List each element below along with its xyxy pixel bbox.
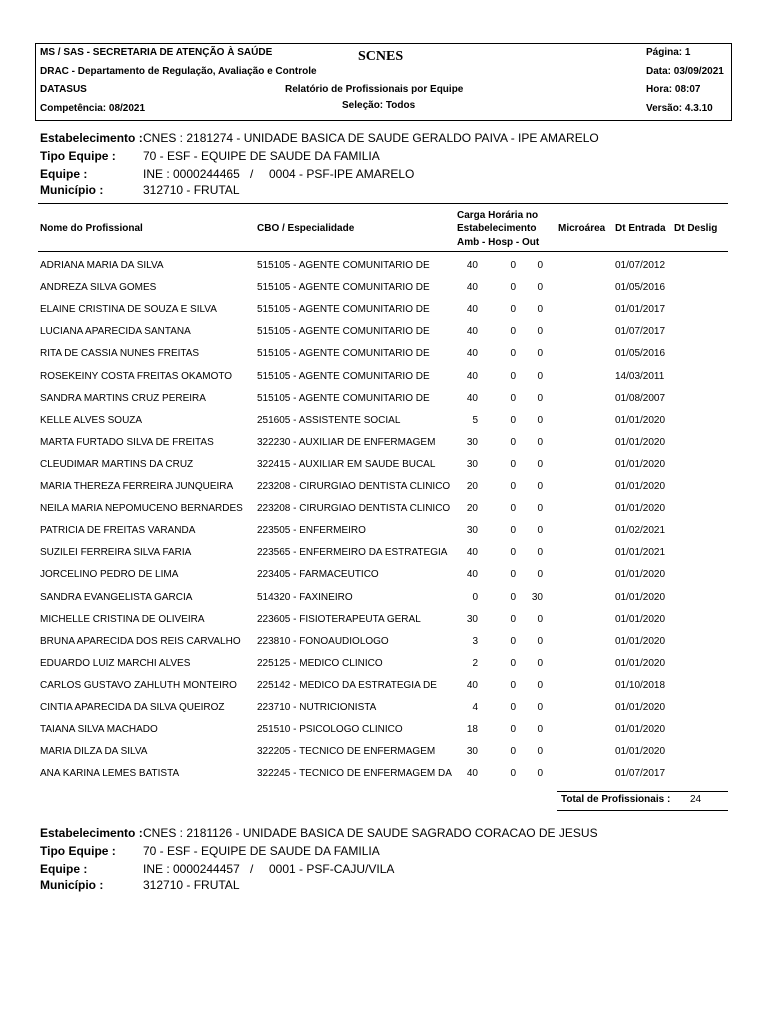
cell-out: 0 [537, 635, 543, 647]
cell-entrada: 01/01/2020 [615, 657, 666, 669]
cell-cbo: 251605 - ASSISTENTE SOCIAL [257, 414, 401, 426]
label-estabelecimento-2: Estabelecimento : [40, 826, 143, 840]
label-tipo-equipe: Tipo Equipe : [40, 149, 116, 163]
cell-hosp: 0 [510, 282, 516, 294]
header-dept: DRAC - Departamento de Regulação, Avaliação e Controle [40, 66, 317, 77]
header-app-name: SCNES [358, 49, 404, 64]
cell-nome: MARTA FURTADO SILVA DE FREITAS [40, 436, 214, 448]
cell-out: 0 [537, 724, 543, 736]
cell-cbo: 223208 - CIRURGIAO DENTISTA CLINICO [257, 481, 451, 492]
cell-hosp: 0 [510, 569, 516, 581]
cell-nome: SUZILEI FERREIRA SILVA FARIA [40, 547, 192, 559]
cell-out: 0 [537, 746, 543, 758]
cell-cbo: 515105 - AGENTE COMUNITARIO DE [257, 392, 430, 404]
cell-cbo: 515105 - AGENTE COMUNITARIO DE [257, 326, 430, 338]
cell-entrada: 01/08/2007 [615, 392, 666, 404]
cell-amb: 20 [466, 503, 478, 515]
cell-nome: CARLOS GUSTAVO ZAHLUTH MONTEIRO [40, 679, 237, 691]
cell-hosp: 0 [510, 436, 516, 448]
cell-out: 0 [537, 768, 543, 780]
cell-amb: 40 [466, 679, 478, 691]
cell-hosp: 0 [510, 746, 516, 758]
cell-nome: BRUNA APARECIDA DOS REIS CARVALHO [40, 635, 241, 647]
cell-amb: 40 [466, 348, 478, 360]
section2-equipe-sep: / [250, 862, 254, 876]
total-value: 24 [690, 794, 702, 805]
cell-entrada: 01/07/2012 [615, 260, 666, 271]
cell-hosp: 0 [510, 702, 516, 713]
label-estabelecimento: Estabelecimento : [40, 131, 143, 145]
cell-amb: 40 [466, 768, 478, 780]
cell-cbo: 223605 - FISIOTERAPEUTA GERAL [257, 613, 421, 625]
cell-nome: RITA DE CASSIA NUNES FREITAS [40, 348, 200, 360]
cell-entrada: 01/01/2020 [615, 702, 666, 713]
cell-hosp: 0 [510, 679, 516, 691]
cell-hosp: 0 [510, 481, 516, 492]
cell-out: 0 [537, 481, 543, 492]
cell-nome: SANDRA MARTINS CRUZ PEREIRA [40, 392, 206, 404]
col-nome: Nome do Profissional [40, 223, 143, 234]
cell-out: 0 [537, 282, 543, 294]
cell-hosp: 0 [510, 724, 516, 736]
cell-out: 0 [537, 503, 543, 515]
section2-equipe-nome: 0001 - PSF-CAJU/VILA [269, 862, 395, 876]
cell-amb: 40 [466, 547, 478, 559]
section2-municipio: 312710 - FRUTAL [143, 878, 240, 892]
cell-cbo: 225142 - MEDICO DA ESTRATEGIA DE [257, 679, 437, 691]
cell-amb: 4 [472, 702, 478, 713]
cell-amb: 30 [466, 525, 478, 537]
cell-hosp: 0 [510, 348, 516, 360]
cell-amb: 30 [466, 436, 478, 448]
col-dt-entrada: Dt Entrada [615, 223, 666, 234]
cell-out: 0 [537, 414, 543, 426]
cell-entrada: 01/01/2020 [615, 436, 666, 448]
cell-hosp: 0 [510, 370, 516, 382]
cell-cbo: 223565 - ENFERMEIRO DA ESTRATEGIA [257, 547, 448, 559]
cell-amb: 40 [466, 392, 478, 404]
cell-entrada: 01/01/2020 [615, 569, 666, 581]
cell-out: 0 [537, 436, 543, 448]
cell-entrada: 01/01/2020 [615, 724, 666, 736]
header-version: Versão: 4.3.10 [646, 103, 713, 114]
cell-hosp: 0 [510, 304, 516, 316]
cell-out: 0 [537, 525, 543, 537]
section1-equipe-ine: INE : 0000244465 [143, 167, 240, 181]
cell-cbo: 515105 - AGENTE COMUNITARIO DE [257, 370, 430, 382]
label-equipe: Equipe : [40, 167, 88, 181]
col-microarea: Microárea [558, 223, 606, 234]
cell-hosp: 0 [510, 392, 516, 404]
cell-hosp: 0 [510, 260, 516, 271]
cell-nome: ANDREZA SILVA GOMES [40, 282, 157, 294]
total-label: Total de Profissionais : [561, 794, 671, 805]
cell-hosp: 0 [510, 547, 516, 559]
cell-cbo: 514320 - FAXINEIRO [257, 591, 353, 603]
cell-amb: 3 [472, 635, 478, 647]
cell-out: 0 [537, 657, 543, 669]
cell-amb: 40 [466, 282, 478, 294]
cell-entrada: 01/07/2017 [615, 326, 666, 338]
cell-out: 0 [537, 260, 543, 271]
cell-out: 0 [537, 458, 543, 470]
cell-cbo: 515105 - AGENTE COMUNITARIO DE [257, 282, 430, 294]
cell-cbo: 322230 - AUXILIAR DE ENFERMAGEM [257, 436, 436, 448]
cell-amb: 40 [466, 326, 478, 338]
cell-out: 0 [537, 702, 543, 713]
col-carga-2: Estabelecimento [457, 223, 537, 234]
cell-amb: 18 [466, 724, 478, 736]
cell-entrada: 01/05/2016 [615, 348, 666, 360]
cell-cbo: 322245 - TECNICO DE ENFERMAGEM DA [257, 768, 452, 780]
header-page: Página: 1 [646, 47, 691, 58]
cell-cbo: 322205 - TECNICO DE ENFERMAGEM [257, 746, 436, 758]
cell-cbo: 251510 - PSICOLOGO CLINICO [257, 724, 403, 736]
cell-out: 0 [537, 370, 543, 382]
total-top-rule [557, 791, 728, 792]
header-competencia: Competência: 08/2021 [40, 103, 146, 114]
header-time: Hora: 08:07 [646, 84, 701, 95]
cell-cbo: 515105 - AGENTE COMUNITARIO DE [257, 260, 430, 271]
cell-amb: 5 [472, 414, 478, 426]
cell-cbo: 515105 - AGENTE COMUNITARIO DE [257, 304, 430, 316]
cell-entrada: 01/01/2020 [615, 746, 666, 758]
cell-nome: LUCIANA APARECIDA SANTANA [40, 326, 191, 338]
cell-entrada: 01/10/2018 [615, 679, 666, 691]
cell-entrada: 01/01/2020 [615, 414, 666, 426]
cell-nome: ADRIANA MARIA DA SILVA [40, 260, 164, 271]
cell-nome: CINTIA APARECIDA DA SILVA QUEIROZ [40, 702, 225, 713]
cell-nome: NEILA MARIA NEPOMUCENO BERNARDES [40, 503, 243, 515]
cell-nome: MARIA DILZA DA SILVA [40, 746, 148, 758]
section1-estabelecimento: CNES : 2181274 - UNIDADE BASICA DE SAUDE GERALDO PAIVA - IPE AMARELO [143, 131, 599, 145]
cell-amb: 30 [466, 746, 478, 758]
cell-out: 0 [537, 547, 543, 559]
cell-cbo: 223208 - CIRURGIAO DENTISTA CLINICO [257, 503, 451, 515]
col-cbo: CBO / Especialidade [257, 223, 355, 234]
cell-amb: 30 [466, 458, 478, 470]
cell-entrada: 01/02/2021 [615, 525, 666, 537]
cell-hosp: 0 [510, 525, 516, 537]
cell-cbo: 223810 - FONOAUDIOLOGO [257, 635, 389, 647]
label-municipio: Município : [40, 183, 104, 197]
cell-amb: 40 [466, 304, 478, 316]
cell-out: 0 [537, 569, 543, 581]
cell-hosp: 0 [510, 326, 516, 338]
header-org: MS / SAS - SECRETARIA DE ATENÇÃO À SAÚDE [40, 47, 273, 58]
col-carga-3: Amb - Hosp - Out [457, 237, 540, 248]
cell-nome: MARIA THEREZA FERREIRA JUNQUEIRA [40, 481, 234, 492]
cell-hosp: 0 [510, 657, 516, 669]
cell-entrada: 01/01/2020 [615, 635, 666, 647]
cell-cbo: 225125 - MEDICO CLINICO [257, 657, 383, 669]
cell-out: 0 [537, 326, 543, 338]
cell-entrada: 01/01/2020 [615, 503, 666, 515]
cell-out: 30 [531, 591, 543, 603]
label-equipe-2: Equipe : [40, 862, 88, 876]
cell-amb: 0 [472, 591, 478, 603]
cell-amb: 20 [466, 481, 478, 492]
table-header-rule [38, 251, 728, 252]
cell-amb: 40 [466, 569, 478, 581]
cell-nome: PATRICIA DE FREITAS VARANDA [40, 525, 196, 537]
cell-hosp: 0 [510, 414, 516, 426]
section2-estabelecimento: CNES : 2181126 - UNIDADE BASICA DE SAUDE SAGRADO CORACAO DE JESUS [143, 826, 598, 840]
table-top-rule [38, 203, 728, 204]
cell-out: 0 [537, 304, 543, 316]
cell-cbo: 223710 - NUTRICIONISTA [257, 702, 377, 713]
section1-municipio: 312710 - FRUTAL [143, 183, 240, 197]
cell-out: 0 [537, 679, 543, 691]
cell-nome: TAIANA SILVA MACHADO [40, 724, 158, 736]
section2-tipo-equipe: 70 - ESF - EQUIPE DE SAUDE DA FAMILIA [143, 844, 380, 858]
cell-entrada: 01/01/2021 [615, 547, 666, 559]
cell-cbo: 322415 - AUXILIAR EM SAUDE BUCAL [257, 458, 436, 470]
cell-nome: JORCELINO PEDRO DE LIMA [40, 569, 179, 581]
cell-entrada: 01/01/2017 [615, 304, 666, 316]
cell-cbo: 223405 - FARMACEUTICO [257, 569, 379, 581]
cell-cbo: 515105 - AGENTE COMUNITARIO DE [257, 348, 430, 360]
cell-entrada: 01/01/2020 [615, 458, 666, 470]
cell-out: 0 [537, 348, 543, 360]
cell-entrada: 01/01/2020 [615, 591, 666, 603]
cell-entrada: 01/01/2020 [615, 613, 666, 625]
cell-amb: 40 [466, 260, 478, 271]
cell-entrada: 01/01/2020 [615, 481, 666, 492]
col-carga-1: Carga Horária no [457, 210, 539, 221]
header-selection: Seleção: Todos [342, 100, 416, 111]
cell-out: 0 [537, 392, 543, 404]
cell-nome: MICHELLE CRISTINA DE OLIVEIRA [40, 613, 205, 625]
section1-equipe-nome: 0004 - PSF-IPE AMARELO [269, 167, 415, 181]
section2-equipe-ine: INE : 0000244457 [143, 862, 240, 876]
cell-nome: ANA KARINA LEMES BATISTA [40, 768, 180, 780]
header-system: DATASUS [40, 84, 87, 95]
cell-nome: ROSEKEINY COSTA FREITAS OKAMOTO [40, 370, 233, 382]
header-date: Data: 03/09/2021 [646, 66, 724, 77]
cell-nome: ELAINE CRISTINA DE SOUZA E SILVA [40, 304, 217, 316]
cell-hosp: 0 [510, 503, 516, 515]
cell-hosp: 0 [510, 768, 516, 780]
total-bottom-rule [557, 810, 728, 811]
cell-hosp: 0 [510, 635, 516, 647]
cell-hosp: 0 [510, 591, 516, 603]
cell-entrada: 01/07/2017 [615, 768, 666, 780]
cell-hosp: 0 [510, 613, 516, 625]
cell-amb: 40 [466, 370, 478, 382]
cell-hosp: 0 [510, 458, 516, 470]
label-tipo-equipe-2: Tipo Equipe : [40, 844, 116, 858]
cell-nome: CLEUDIMAR MARTINS DA CRUZ [40, 458, 194, 470]
label-municipio-2: Município : [40, 878, 104, 892]
section1-equipe-sep: / [250, 167, 254, 181]
cell-entrada: 01/05/2016 [615, 282, 666, 294]
cell-entrada: 14/03/2011 [615, 370, 665, 382]
cell-out: 0 [537, 613, 543, 625]
col-dt-deslig: Dt Deslig [674, 223, 718, 234]
header-report-title: Relatório de Profissionais por Equipe [285, 84, 464, 95]
section1-tipo-equipe: 70 - ESF - EQUIPE DE SAUDE DA FAMILIA [143, 149, 380, 163]
cell-cbo: 223505 - ENFERMEIRO [257, 525, 366, 537]
cell-amb: 2 [472, 657, 478, 669]
cell-nome: SANDRA EVANGELISTA GARCIA [40, 591, 193, 603]
cell-amb: 30 [466, 613, 478, 625]
cell-nome: KELLE ALVES SOUZA [40, 414, 143, 426]
cell-nome: EDUARDO LUIZ MARCHI ALVES [40, 657, 191, 669]
